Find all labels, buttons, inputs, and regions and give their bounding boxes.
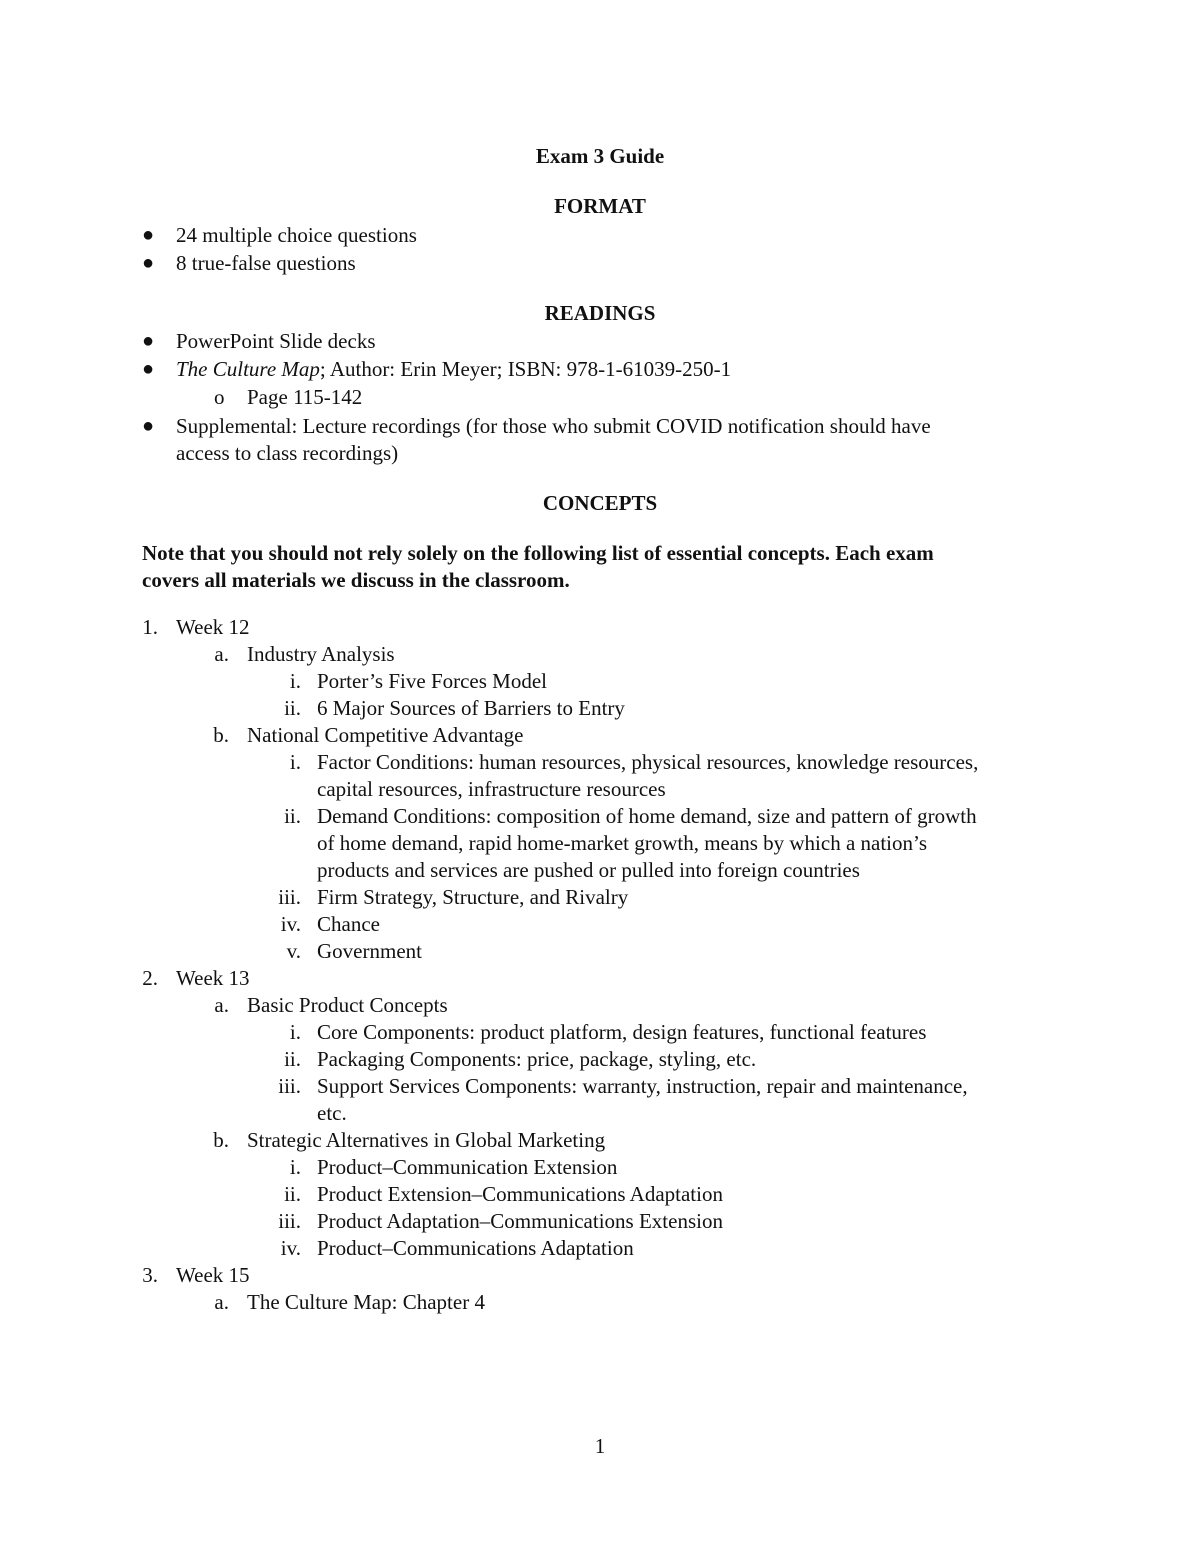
document-title: Exam 3 Guide	[535, 144, 665, 168]
item-numeral: iii.	[278, 1209, 301, 1233]
outline-item: Chance	[317, 912, 380, 936]
week-label: Week 13	[176, 966, 250, 990]
section-label: Industry Analysis	[247, 642, 395, 666]
week-number: 1.	[142, 615, 158, 639]
outline-item: Factor Conditions: human resources, physical resources, knowledge resources,	[317, 750, 979, 774]
section-label: National Competitive Advantage	[247, 723, 524, 747]
format-heading: FORMAT	[554, 194, 646, 218]
list-item: 24 multiple choice questions	[176, 223, 417, 247]
outline-item: Product–Communication Extension	[317, 1155, 618, 1179]
list-item: PowerPoint Slide decks	[176, 329, 376, 353]
item-numeral: ii.	[284, 1047, 301, 1071]
outline-item: Product–Communications Adaptation	[317, 1236, 634, 1260]
section-label: The Culture Map: Chapter 4	[247, 1290, 485, 1314]
outline-item: Demand Conditions: composition of home demand, size and pattern of growth	[317, 804, 977, 828]
readings-heading: READINGS	[544, 301, 656, 325]
section-letter: a.	[214, 993, 229, 1017]
section-label: Basic Product Concepts	[247, 993, 448, 1017]
outline-item-continuation: etc.	[317, 1101, 347, 1125]
bullet-icon: ●	[142, 330, 155, 352]
item-numeral: i.	[289, 1155, 301, 1179]
sub-list-item: Page 115-142	[247, 385, 363, 409]
outline-item-continuation: products and services are pushed or pulled into foreign countries	[317, 858, 860, 882]
outline-item: Product Adaptation–Communications Extension	[317, 1209, 723, 1233]
item-numeral: ii.	[284, 804, 301, 828]
note-line: covers all materials we discuss in the classroom.	[142, 568, 570, 592]
item-numeral: i.	[289, 1020, 301, 1044]
bullet-icon: ●	[142, 252, 155, 274]
week-number: 3.	[142, 1263, 158, 1287]
item-numeral: i.	[289, 669, 301, 693]
outline-item: Government	[317, 939, 422, 963]
item-numeral: v.	[286, 939, 301, 963]
week-label: Week 15	[176, 1263, 250, 1287]
item-numeral: iii.	[278, 885, 301, 909]
sub-bullet-marker: o	[214, 385, 225, 409]
outline-item: Core Components: product platform, design features, functional features	[317, 1020, 927, 1044]
book-details: ; Author: Erin Meyer; ISBN: 978-1-61039-250-1	[319, 357, 732, 381]
list-item	[176, 356, 731, 383]
bullet-icon: ●	[142, 415, 155, 437]
outline-item: Packaging Components: price, package, styling, etc.	[317, 1047, 757, 1071]
bullet-icon: ●	[142, 358, 155, 380]
list-item: Supplemental: Lecture recordings (for those who submit COVID notification should have	[176, 414, 931, 438]
concepts-heading: CONCEPTS	[542, 491, 658, 515]
item-numeral: ii.	[284, 696, 301, 720]
note-line: Note that you should not rely solely on the following list of essential concepts. Each exam	[142, 541, 934, 565]
section-letter: b.	[213, 1128, 229, 1152]
section-label: Strategic Alternatives in Global Marketing	[247, 1128, 606, 1152]
section-letter: a.	[214, 1290, 229, 1314]
outline-item: 6 Major Sources of Barriers to Entry	[317, 696, 625, 720]
bullet-icon: ●	[142, 224, 155, 246]
list-item-continuation: access to class recordings)	[176, 441, 399, 465]
week-label: Week 12	[176, 615, 250, 639]
item-numeral: iv.	[280, 912, 301, 936]
list-item: 8 true-false questions	[176, 251, 356, 275]
outline-item: Porter’s Five Forces Model	[317, 669, 548, 693]
outline-item-continuation: capital resources, infrastructure resources	[317, 777, 666, 801]
section-letter: b.	[213, 723, 229, 747]
page-number: 1	[594, 1434, 606, 1458]
outline-item-continuation: of home demand, rapid home-market growth, means by which a nation’s	[317, 831, 928, 855]
item-numeral: i.	[289, 750, 301, 774]
item-numeral: iv.	[280, 1236, 301, 1260]
outline-item: Firm Strategy, Structure, and Rivalry	[317, 885, 629, 909]
week-number: 2.	[142, 966, 158, 990]
outline-item: Support Services Components: warranty, instruction, repair and maintenance,	[317, 1074, 968, 1098]
outline-item: Product Extension–Communications Adaptation	[317, 1182, 723, 1206]
item-numeral: ii.	[284, 1182, 301, 1206]
section-letter: a.	[214, 642, 229, 666]
item-numeral: iii.	[278, 1074, 301, 1098]
book-title: The Culture Map	[176, 357, 320, 381]
